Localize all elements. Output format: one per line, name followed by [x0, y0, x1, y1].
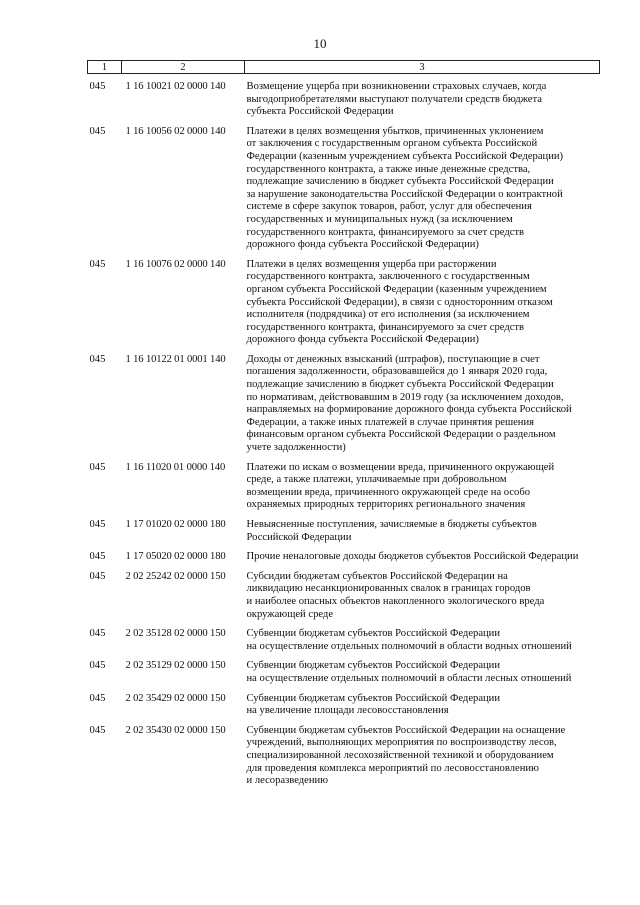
table-body [88, 74, 600, 788]
admin-code-cell: 045 [89, 628, 106, 640]
table-row [88, 512, 600, 544]
table-row [88, 621, 600, 653]
budget-code-cell: 2 02 25242 02 0000 150 [125, 570, 226, 582]
revenue-name-cell: Субсидии бюджетам субъектов Российской Федерации на ликвидацию несанкционированных свалок в границах городов и наиболее опасных объектов накопленного экологического вреда окружающей среде [246, 570, 545, 620]
table-row [88, 686, 600, 718]
budget-code-cell: 2 02 35128 02 0000 150 [125, 628, 226, 640]
budget-code-cell: 1 16 10021 02 0000 140 [125, 81, 226, 92]
admin-code-cell: 045 [89, 570, 106, 582]
revenue-name-cell: Невыясненные поступления, зачисляемые в бюджеты субъектов Российской Федерации [246, 519, 537, 543]
admin-code-cell: 045 [89, 461, 106, 473]
budget-code-cell: 1 16 10056 02 0000 140 [125, 125, 226, 137]
budget-code-cell: 1 16 10122 01 0001 140 [125, 353, 226, 365]
table-header [88, 61, 600, 74]
admin-code-cell: 045 [89, 519, 106, 530]
admin-code-cell: 045 [89, 353, 106, 365]
budget-code-cell: 1 16 10076 02 0000 140 [125, 258, 226, 270]
budget-code-cell: 2 02 35430 02 0000 150 [125, 724, 226, 736]
table-row [88, 544, 600, 564]
column-header-2: 2 [122, 61, 245, 74]
admin-code-cell: 045 [89, 81, 106, 92]
revenue-name-cell: Субвенции бюджетам субъектов Российской Федерации на оснащение учреждений, выполняющих мероприятия по воспроизводству лесов, специализированной лесохозяйственной техникой и оборудованием для проведения комплекса мероприятий по лесовосстановлению и лесоразведению [246, 724, 566, 787]
revenue-name-cell: Платежи по искам о возмещении вреда, причиненного окружающей среде, а также платежи, уплачиваемые при добровольном возмещении вреда, причиненного окружающей среде на особо охраняемых природных территориях регионального значения [246, 461, 555, 511]
table-row [88, 718, 600, 788]
revenue-name-cell: Платежи в целях возмещения ущерба при расторжении государственного контракта, заключенного с государственным органом субъекта Российской Федерации (казенным учреждением субъекта Российской Федерации), в связи с односторонним отказом исполнителя (подрядчика) от его исполнения (за исключением государственного контракта, финансируемого за счет средств дорожного фонда субъекта Российской Федерации) [246, 258, 553, 346]
column-header-3: 3 [245, 61, 600, 74]
column-header-1: 1 [88, 61, 122, 74]
header-row [88, 61, 600, 74]
revenue-name-cell: Субвенции бюджетам субъектов Российской Федерации на осуществление отдельных полномочий в области водных отношений [246, 628, 572, 652]
admin-code-cell: 045 [89, 660, 106, 672]
table-row [88, 564, 600, 621]
admin-code-cell: 045 [89, 258, 106, 270]
revenue-name-cell: Платежи в целях возмещения убытков, причиненных уклонением от заключения с государственным органом субъекта Российской Федерации (казенным учреждением субъекта Российской Федерации) государственного контракта, а также иные денежные средства, подлежащие зачислению в бюджет субъекта Российской Федерации за нарушение законодательства Российской Федерации о контрактной системе в сфере закупок товаров, работ, услуг для обеспечения государственных и муниципальных нужд (за исключением государственного контракта, финансируемого за счет средств дорожного фонда субъекта Российской Федерации) [246, 125, 564, 251]
admin-code-cell: 045 [89, 724, 106, 736]
budget-code-cell: 2 02 35429 02 0000 150 [125, 692, 226, 704]
budget-code-cell: 1 17 05020 02 0000 180 [125, 551, 226, 563]
revenue-name-cell: Субвенции бюджетам субъектов Российской Федерации на увеличение площади лесовосстановления [246, 692, 501, 717]
table-row [88, 252, 600, 347]
revenue-name-cell: Субвенции бюджетам субъектов Российской Федерации на осуществление отдельных полномочий в области лесных отношений [246, 660, 572, 684]
revenue-name-cell: Возмещение ущерба при возникновении страховых случаев, когда выгодоприобретателями выступают получатели средств бюджета субъекта Российской Федерации [246, 81, 547, 118]
table-row [88, 347, 600, 455]
budget-code-cell: 2 02 35129 02 0000 150 [125, 660, 226, 672]
page-number: 10 [313, 36, 327, 51]
table-row [88, 455, 600, 512]
admin-code-cell: 045 [89, 692, 106, 704]
revenue-name-cell: Доходы от денежных взысканий (штрафов), поступающие в счет погашения задолженности, образовавшейся до 1 января 2020 года, подлежащие зачислению в бюджет субъекта Российской Федерации по нормативам, действовавшим в 2019 году (за исключением доходов, направляемых на формирование дорожного фонда субъекта Российской Федерации, а также иных платежей в случае принятия решения финансовым органом субъекта Российской Федерации о раздельном учете задолженности) [246, 353, 572, 454]
table-row [88, 74, 600, 119]
admin-code-cell: 045 [89, 551, 106, 563]
table-row [88, 653, 600, 685]
budget-code-cell: 1 17 01020 02 0000 180 [125, 519, 226, 530]
budget-classification-table [87, 60, 600, 788]
budget-code-cell: 1 16 11020 01 0000 140 [125, 461, 226, 473]
admin-code-cell: 045 [89, 125, 106, 137]
revenue-name-cell: Прочие неналоговые доходы бюджетов субъектов Российской Федерации [246, 551, 579, 563]
table-row [88, 119, 600, 252]
